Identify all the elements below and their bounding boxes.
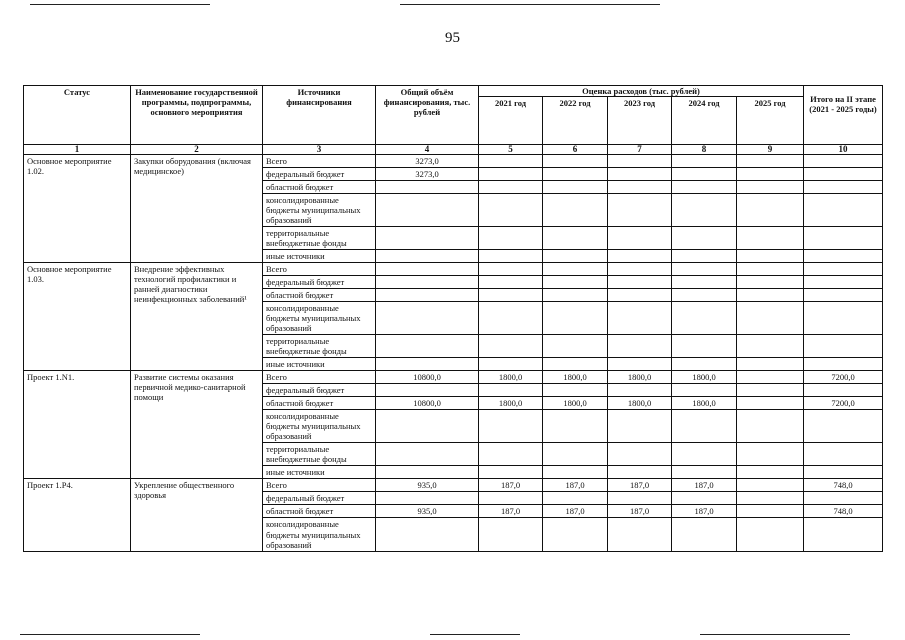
value-cell-y2024	[672, 276, 737, 289]
status-cell: Основное мероприятие 1.02.	[24, 155, 131, 263]
value-cell-y2024	[672, 410, 737, 443]
column-number: 1	[24, 145, 131, 155]
value-cell-y2022: 187,0	[543, 505, 608, 518]
header-name: Наименование государственной программы, подпрограммы, основного мероприятия	[131, 86, 263, 145]
value-cell-y2022	[543, 410, 608, 443]
column-number: 4	[376, 145, 479, 155]
value-cell-y2025	[737, 466, 804, 479]
value-cell-total	[376, 263, 479, 276]
value-cell-stage	[804, 289, 883, 302]
source-cell: Всего	[263, 155, 376, 168]
value-cell-y2023	[608, 168, 672, 181]
header-estimate: Оценка расходов (тыс. рублей)	[479, 86, 804, 97]
column-number: 6	[543, 145, 608, 155]
budget-table	[23, 85, 883, 552]
value-cell-stage: 748,0	[804, 479, 883, 492]
value-cell-total: 10800,0	[376, 397, 479, 410]
value-cell-y2022	[543, 335, 608, 358]
source-cell: территориальные внебюджетные фонды	[263, 227, 376, 250]
value-cell-y2025	[737, 479, 804, 492]
value-cell-y2021	[479, 276, 543, 289]
value-cell-y2025	[737, 276, 804, 289]
value-cell-total	[376, 194, 479, 227]
value-cell-y2025	[737, 335, 804, 358]
source-cell: Всего	[263, 263, 376, 276]
value-cell-y2023	[608, 302, 672, 335]
value-cell-y2022	[543, 384, 608, 397]
status-cell: Основное мероприятие 1.03.	[24, 263, 131, 371]
value-cell-stage	[804, 358, 883, 371]
value-cell-stage	[804, 155, 883, 168]
value-cell-y2024	[672, 227, 737, 250]
value-cell-stage	[804, 263, 883, 276]
value-cell-y2024	[672, 384, 737, 397]
header-stage-total: Итого на II этапе (2021 - 2025 годы)	[804, 86, 883, 145]
value-cell-y2023: 187,0	[608, 479, 672, 492]
header-year: 2022 год	[543, 97, 608, 145]
value-cell-y2025	[737, 518, 804, 551]
column-number: 3	[263, 145, 376, 155]
value-cell-y2024	[672, 518, 737, 551]
value-cell-y2022	[543, 194, 608, 227]
value-cell-y2021: 1800,0	[479, 371, 543, 384]
value-cell-y2023	[608, 518, 672, 551]
source-cell: федеральный бюджет	[263, 492, 376, 505]
value-cell-stage	[804, 492, 883, 505]
value-cell-y2024	[672, 155, 737, 168]
value-cell-y2025	[737, 155, 804, 168]
source-cell: областной бюджет	[263, 289, 376, 302]
bottom-edge-line-3	[700, 634, 850, 635]
header-sources: Источники финансирования	[263, 86, 376, 145]
header-year: 2021 год	[479, 97, 543, 145]
source-cell: иные источники	[263, 250, 376, 263]
value-cell-y2024	[672, 358, 737, 371]
source-cell: территориальные внебюджетные фонды	[263, 443, 376, 466]
value-cell-y2025	[737, 263, 804, 276]
value-cell-stage: 7200,0	[804, 371, 883, 384]
value-cell-y2023	[608, 492, 672, 505]
value-cell-y2023	[608, 466, 672, 479]
header-year: 2024 год	[672, 97, 737, 145]
column-number: 8	[672, 145, 737, 155]
value-cell-y2025	[737, 410, 804, 443]
value-cell-y2025	[737, 371, 804, 384]
value-cell-total	[376, 518, 479, 551]
value-cell-y2023: 187,0	[608, 505, 672, 518]
table-row	[24, 263, 883, 276]
value-cell-y2021: 187,0	[479, 505, 543, 518]
value-cell-y2021	[479, 384, 543, 397]
value-cell-y2023	[608, 194, 672, 227]
value-cell-y2024	[672, 466, 737, 479]
source-cell: областной бюджет	[263, 181, 376, 194]
value-cell-y2025	[737, 227, 804, 250]
value-cell-total: 935,0	[376, 505, 479, 518]
value-cell-stage	[804, 466, 883, 479]
value-cell-total	[376, 289, 479, 302]
value-cell-y2021	[479, 410, 543, 443]
value-cell-total	[376, 276, 479, 289]
value-cell-stage	[804, 227, 883, 250]
value-cell-y2023	[608, 250, 672, 263]
value-cell-y2023	[608, 155, 672, 168]
table-body	[24, 145, 883, 552]
source-cell: федеральный бюджет	[263, 384, 376, 397]
value-cell-y2025	[737, 289, 804, 302]
value-cell-stage	[804, 194, 883, 227]
top-edge-line	[30, 4, 210, 5]
value-cell-y2024	[672, 181, 737, 194]
name-cell: Внедрение эффективных технологий профилактики и ранней диагностики неинфекционных заболеваний¹	[131, 263, 263, 371]
value-cell-y2021	[479, 168, 543, 181]
value-cell-total	[376, 302, 479, 335]
value-cell-y2025	[737, 194, 804, 227]
value-cell-y2021	[479, 194, 543, 227]
source-cell: иные источники	[263, 358, 376, 371]
source-cell: иные источники	[263, 466, 376, 479]
value-cell-y2025	[737, 397, 804, 410]
value-cell-total	[376, 384, 479, 397]
value-cell-y2021: 1800,0	[479, 397, 543, 410]
table-row	[24, 371, 883, 384]
value-cell-y2021: 187,0	[479, 479, 543, 492]
value-cell-y2021	[479, 181, 543, 194]
value-cell-y2022	[543, 276, 608, 289]
value-cell-y2022	[543, 227, 608, 250]
value-cell-stage	[804, 276, 883, 289]
value-cell-total	[376, 358, 479, 371]
value-cell-y2024: 1800,0	[672, 397, 737, 410]
table-row	[24, 479, 883, 492]
value-cell-y2022	[543, 518, 608, 551]
value-cell-y2024	[672, 263, 737, 276]
value-cell-stage	[804, 443, 883, 466]
source-cell: областной бюджет	[263, 505, 376, 518]
value-cell-y2024	[672, 289, 737, 302]
value-cell-stage: 7200,0	[804, 397, 883, 410]
value-cell-y2021	[479, 155, 543, 168]
column-number-row	[24, 145, 883, 155]
value-cell-y2023	[608, 410, 672, 443]
value-cell-y2023	[608, 263, 672, 276]
value-cell-y2025	[737, 443, 804, 466]
value-cell-y2023	[608, 358, 672, 371]
value-cell-y2024	[672, 335, 737, 358]
value-cell-y2022	[543, 155, 608, 168]
value-cell-y2022	[543, 466, 608, 479]
bottom-edge-line	[20, 634, 200, 635]
value-cell-total	[376, 410, 479, 443]
value-cell-total: 10800,0	[376, 371, 479, 384]
value-cell-y2021	[479, 518, 543, 551]
value-cell-total	[376, 181, 479, 194]
name-cell: Развитие системы оказания первичной медико-санитарной помощи	[131, 371, 263, 479]
value-cell-stage: 748,0	[804, 505, 883, 518]
value-cell-y2024	[672, 492, 737, 505]
name-cell: Закупки оборудования (включая медицинское)	[131, 155, 263, 263]
value-cell-y2022: 187,0	[543, 479, 608, 492]
value-cell-y2021	[479, 443, 543, 466]
column-number: 7	[608, 145, 672, 155]
value-cell-y2021	[479, 335, 543, 358]
value-cell-stage	[804, 410, 883, 443]
source-cell: федеральный бюджет	[263, 168, 376, 181]
column-number: 9	[737, 145, 804, 155]
header-year: 2025 год	[737, 97, 804, 145]
value-cell-y2023	[608, 289, 672, 302]
value-cell-y2021	[479, 263, 543, 276]
value-cell-y2025	[737, 384, 804, 397]
name-cell: Укрепление общественного здоровья	[131, 479, 263, 551]
source-cell: Всего	[263, 371, 376, 384]
value-cell-y2025	[737, 250, 804, 263]
header-status: Статус	[24, 86, 131, 145]
value-cell-y2023	[608, 384, 672, 397]
source-cell: территориальные внебюджетные фонды	[263, 335, 376, 358]
value-cell-y2022	[543, 289, 608, 302]
value-cell-y2021	[479, 227, 543, 250]
header-year: 2023 год	[608, 97, 672, 145]
value-cell-y2022	[543, 358, 608, 371]
value-cell-total: 3273,0	[376, 168, 479, 181]
value-cell-y2023	[608, 443, 672, 466]
value-cell-stage	[804, 302, 883, 335]
status-cell: Проект 1.N1.	[24, 371, 131, 479]
value-cell-y2025	[737, 358, 804, 371]
value-cell-y2022	[543, 492, 608, 505]
value-cell-y2021	[479, 358, 543, 371]
value-cell-y2021	[479, 302, 543, 335]
value-cell-y2023	[608, 335, 672, 358]
source-cell: консолидированные бюджеты муниципальных образований	[263, 518, 376, 551]
value-cell-y2023: 1800,0	[608, 371, 672, 384]
value-cell-y2021	[479, 492, 543, 505]
value-cell-stage	[804, 168, 883, 181]
value-cell-stage	[804, 335, 883, 358]
value-cell-y2024	[672, 302, 737, 335]
value-cell-y2025	[737, 505, 804, 518]
value-cell-y2023	[608, 276, 672, 289]
value-cell-y2022: 1800,0	[543, 371, 608, 384]
source-cell: консолидированные бюджеты муниципальных образований	[263, 302, 376, 335]
value-cell-y2022	[543, 263, 608, 276]
value-cell-y2021	[479, 289, 543, 302]
value-cell-stage	[804, 518, 883, 551]
source-cell: консолидированные бюджеты муниципальных образований	[263, 194, 376, 227]
value-cell-y2024	[672, 168, 737, 181]
source-cell: консолидированные бюджеты муниципальных образований	[263, 410, 376, 443]
header-total-volume: Общий объём финансирования, тыс. рублей	[376, 86, 479, 145]
status-cell: Проект 1.Р4.	[24, 479, 131, 551]
value-cell-y2025	[737, 492, 804, 505]
value-cell-y2022	[543, 181, 608, 194]
value-cell-y2022	[543, 302, 608, 335]
value-cell-y2024: 1800,0	[672, 371, 737, 384]
value-cell-stage	[804, 384, 883, 397]
value-cell-y2023	[608, 181, 672, 194]
source-cell: Всего	[263, 479, 376, 492]
value-cell-stage	[804, 250, 883, 263]
value-cell-y2024: 187,0	[672, 505, 737, 518]
value-cell-total	[376, 335, 479, 358]
bottom-edge-line-2	[430, 634, 520, 635]
top-edge-line-2	[400, 4, 660, 5]
value-cell-y2025	[737, 302, 804, 335]
source-cell: федеральный бюджет	[263, 276, 376, 289]
value-cell-total	[376, 443, 479, 466]
value-cell-total	[376, 492, 479, 505]
value-cell-y2025	[737, 181, 804, 194]
value-cell-y2022	[543, 250, 608, 263]
table-row	[24, 155, 883, 168]
value-cell-total: 3273,0	[376, 155, 479, 168]
column-number: 5	[479, 145, 543, 155]
column-number: 2	[131, 145, 263, 155]
value-cell-y2024	[672, 250, 737, 263]
source-cell: областной бюджет	[263, 397, 376, 410]
page-number: 95	[445, 30, 460, 46]
value-cell-y2023	[608, 227, 672, 250]
value-cell-y2022: 1800,0	[543, 397, 608, 410]
value-cell-total: 935,0	[376, 479, 479, 492]
value-cell-stage	[804, 181, 883, 194]
value-cell-y2025	[737, 168, 804, 181]
value-cell-y2024: 187,0	[672, 479, 737, 492]
value-cell-y2024	[672, 194, 737, 227]
value-cell-total	[376, 250, 479, 263]
value-cell-y2024	[672, 443, 737, 466]
column-number: 10	[804, 145, 883, 155]
value-cell-total	[376, 227, 479, 250]
value-cell-y2021	[479, 250, 543, 263]
value-cell-y2022	[543, 168, 608, 181]
value-cell-y2023: 1800,0	[608, 397, 672, 410]
value-cell-y2021	[479, 466, 543, 479]
value-cell-y2022	[543, 443, 608, 466]
header-row	[24, 86, 883, 97]
value-cell-total	[376, 466, 479, 479]
